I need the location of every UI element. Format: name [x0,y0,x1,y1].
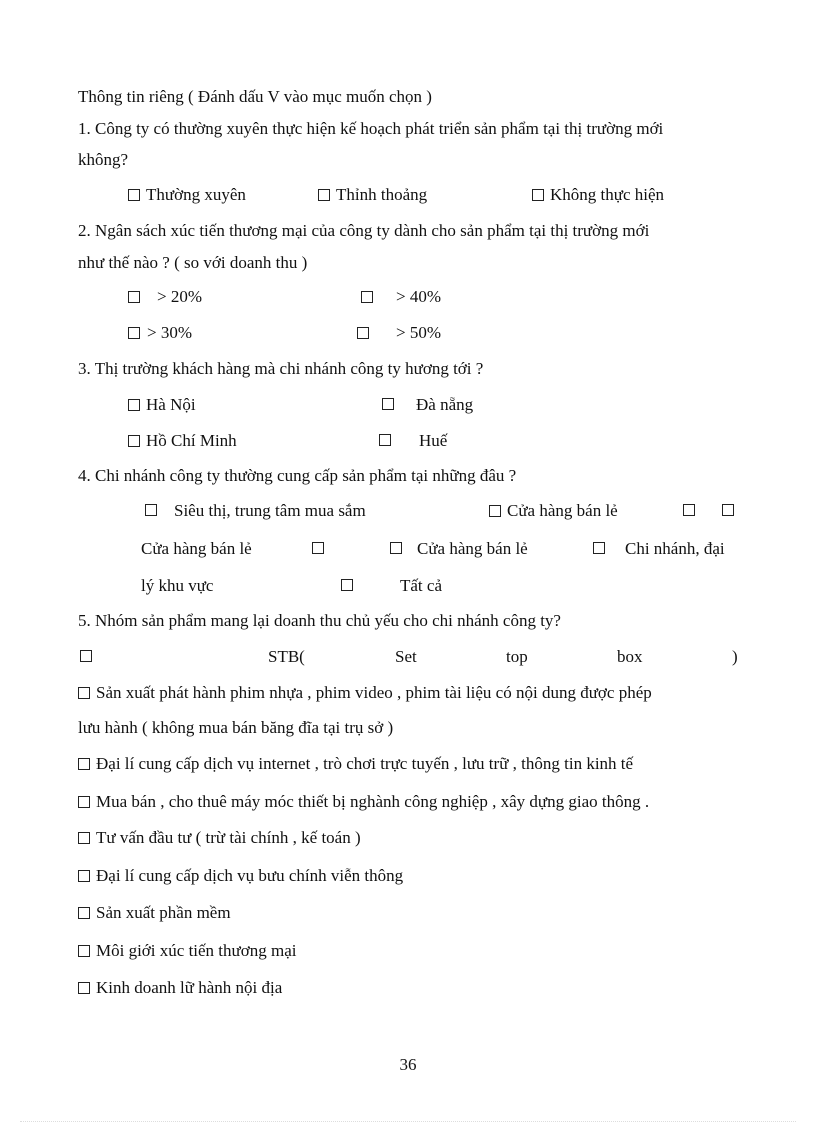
checkbox[interactable] [78,982,90,994]
q5-option-software[interactable]: Sản xuất phần mềm [78,902,231,924]
q2-option-20: > 20% [157,287,202,306]
q2-checkbox-50[interactable] [357,327,369,339]
q5-option-stb-4: box [617,647,643,666]
q5-option-postal[interactable]: Đại lí cung cấp dịch vụ bưu chính viễn thông [78,865,403,887]
q5-option-stb-5: ) [732,647,738,666]
q4-option-supermarket: Siêu thị, trung tâm mua sắm [174,501,366,520]
q5-checkbox-stb[interactable] [80,650,92,662]
q4-option-branch-cont: lý khu vực [141,576,214,595]
checkbox[interactable] [128,435,140,447]
q3-checkbox-hue[interactable] [379,434,391,446]
q2-text: 2. Ngân sách xúc tiến thương mại của công ty dành cho sản phẩm tại thị trường mới [78,221,650,240]
checkbox[interactable] [318,189,330,201]
checkbox[interactable] [128,399,140,411]
q4-checkbox-branch[interactable] [593,542,605,554]
q1-option-sometimes[interactable]: Thỉnh thoảng [318,184,427,206]
q5-option-stb-3: top [506,647,528,666]
checkbox[interactable] [489,505,501,517]
q5-text: 5. Nhóm sản phẩm mang lại doanh thu chủ yếu cho chi nhánh công ty? [78,611,561,630]
q1-option-never[interactable]: Không thực hiện [532,184,664,206]
checkbox[interactable] [532,189,544,201]
q5-option-internet[interactable]: Đại lí cung cấp dịch vụ internet , trò chơi trực tuyến , lưu trữ , thông tin kinh tế [78,753,633,775]
page-number: 36 [399,1055,417,1074]
q4-option-retail-2: Cửa hàng bán lẻ [141,539,252,558]
checkbox[interactable] [78,832,90,844]
q4-checkbox-extra-2[interactable] [722,504,734,516]
q5-option-stb-2: Set [395,647,417,666]
checkbox[interactable] [78,945,90,957]
q5-option-stb-1: STB( [268,647,305,666]
q4-checkbox-extra-1[interactable] [683,504,695,516]
q4-option-branch: Chi nhánh, đại [625,539,725,558]
q2-checkbox-40[interactable] [361,291,373,303]
q5-option-investment[interactable]: Tư vấn đầu tư ( trừ tài chính , kế toán ) [78,827,361,849]
q5-option-film-cont: lưu hành ( không mua bán băng đĩa tại trụ sở ) [78,718,394,737]
checkbox[interactable] [78,796,90,808]
page-bottom-rule [20,1121,796,1122]
q5-option-brokerage[interactable]: Môi giới xúc tiến thương mại [78,940,296,962]
q3-text: 3. Thị trường khách hàng mà chi nhánh công ty hương tới ? [78,359,484,378]
q5-option-machinery[interactable]: Mua bán , cho thuê máy móc thiết bị nghành công nghiệp , xây dựng giao thông . [78,791,649,813]
form-intro: Thông tin riêng ( Đánh dấu V vào mục muốn chọn ) [78,87,432,106]
q2-option-30: > 30% [147,323,192,342]
q3-option-hanoi[interactable]: Hà Nội [128,394,196,416]
q4-checkbox-supermarket[interactable] [145,504,157,516]
q2-checkbox-20[interactable] [128,291,140,303]
checkbox[interactable] [78,687,90,699]
q3-checkbox-danang[interactable] [382,398,394,410]
q2-option-40: > 40% [396,287,441,306]
q1-text: 1. Công ty có thường xuyên thực hiện kế hoạch phát triển sản phẩm tại thị trường mới [78,119,664,138]
q2-checkbox-30[interactable] [128,327,140,339]
q2-text-cont: như thế nào ? ( so với doanh thu ) [78,253,308,272]
q4-option-all: Tất cả [400,576,442,595]
q3-option-hcm[interactable]: Hồ Chí Minh [128,430,237,452]
q4-checkbox-retail-2[interactable] [312,542,324,554]
q4-checkbox-all[interactable] [341,579,353,591]
q4-checkbox-retail-3[interactable] [390,542,402,554]
q2-option-50: > 50% [396,323,441,342]
q5-option-film[interactable]: Sản xuất phát hành phim nhựa , phim video , phim tài liệu có nội dung được phép [78,682,652,704]
checkbox[interactable] [128,189,140,201]
checkbox[interactable] [78,907,90,919]
q4-option-retail-1[interactable]: Cửa hàng bán lẻ [489,500,618,522]
q4-option-retail-3: Cửa hàng bán lẻ [417,539,528,558]
q3-option-hue: Huế [419,431,448,450]
q4-text: 4. Chi nhánh công ty thường cung cấp sản phẩm tại những đâu ? [78,466,517,485]
q5-option-travel[interactable]: Kinh doanh lữ hành nội địa [78,977,282,999]
q1-text-cont: không? [78,150,129,169]
checkbox[interactable] [78,870,90,882]
checkbox[interactable] [78,758,90,770]
q1-option-regularly[interactable]: Thường xuyên [128,184,246,206]
q3-option-danang: Đà nẵng [416,395,474,414]
